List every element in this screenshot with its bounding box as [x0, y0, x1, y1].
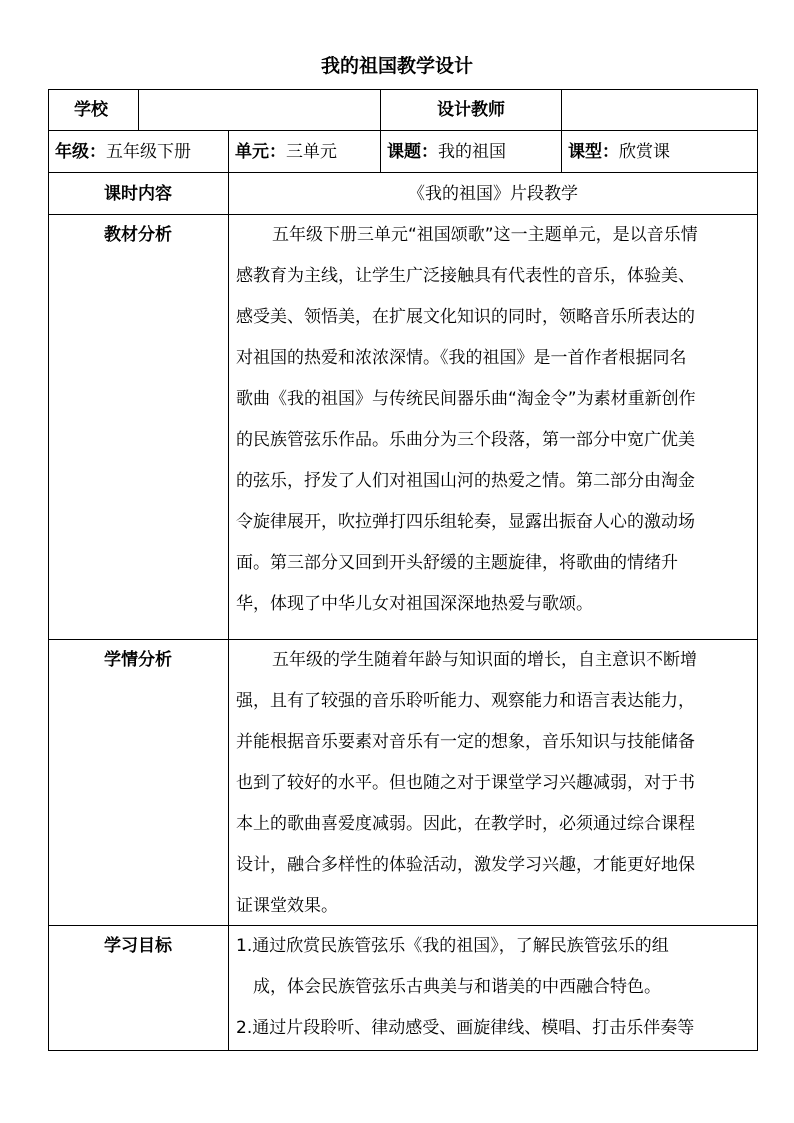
- text-line: 本上的歌曲喜爱度减弱。因此，在教学时，必须通过综合课程: [236, 814, 695, 834]
- column-divider: [138, 89, 139, 131]
- type-cell: [568, 131, 670, 172]
- grade-cell: [55, 131, 191, 172]
- text-line: 2.通过片段聆听、律动感受、画旋律线、模唱、打击乐伴奏等: [236, 1018, 695, 1038]
- text-line: 五年级的学生随着年龄与知识面的增长，自主意识不断增: [272, 650, 697, 670]
- text-line: 强，且有了较强的音乐聆听能力、观察能力和语言表达能力，: [236, 691, 695, 711]
- content-label-cell: [48, 173, 228, 214]
- text-line: 面。第三部分又回到开头舒缓的主题旋律，将歌曲的情绪升: [236, 553, 678, 573]
- text-line: 感教育为主线，让学生广泛接触具有代表性的音乐，体验美、: [236, 266, 695, 286]
- topic-cell: [387, 131, 506, 172]
- content-value-cell: [229, 173, 757, 214]
- topic-label: 课题：: [387, 141, 438, 162]
- material-label-cell: [48, 220, 228, 250]
- text-line: 华，体现了中华儿女对祖国深深地热爱与歌颂。: [236, 594, 593, 614]
- text-line: 成，体会民族管弦乐古典美与和谐美的中西融合特色。: [253, 977, 661, 997]
- students-label: 学情分析: [104, 650, 172, 670]
- text-line: 1.通过欣赏民族管弦乐《我的祖国》，了解民族管弦乐的组: [236, 936, 669, 956]
- goals-label-cell: [48, 931, 228, 961]
- students-paragraph: [236, 640, 744, 927]
- text-line: 的民族管弦乐作品。乐曲分为三个段落，第一部分中宽广优美: [236, 430, 695, 450]
- designer-label-cell: [381, 89, 561, 130]
- unit-value: 三单元: [286, 141, 337, 162]
- column-divider: [561, 89, 562, 173]
- column-divider: [228, 130, 229, 1051]
- text-line: 对祖国的热爱和浓浓深情。《我的祖国》是一首作者根据同名: [236, 348, 687, 368]
- type-label: 课型：: [568, 141, 619, 162]
- text-line: 感受美、领悟美，在扩展文化知识的同时，领略音乐所表达的: [236, 307, 695, 327]
- designer-label: 设计教师: [437, 99, 505, 120]
- grade-label: 年级：: [55, 141, 106, 162]
- text-line: 的弦乐，抒发了人们对祖国山河的热爱之情。第二部分由淘金: [236, 471, 695, 491]
- school-label: 学校: [74, 99, 108, 120]
- text-line: 证课堂效果。: [236, 896, 338, 916]
- text-line: 令旋律展开，吹拉弹打四乐组轮奏，显露出振奋人心的激动场: [236, 512, 695, 532]
- text-line: 歌曲《我的祖国》与传统民间器乐曲“淘金令”为素材重新创作: [236, 389, 696, 409]
- text-line: 也到了较好的水平。但也随之对于课堂学习兴趣减弱，对于书: [236, 773, 695, 793]
- material-label: 教材分析: [104, 225, 172, 245]
- text-line: 五年级下册三单元“祖国颂歌”这一主题单元，是以音乐情: [272, 225, 698, 245]
- material-paragraph: [236, 215, 744, 625]
- table-border-right: [757, 89, 758, 1051]
- designer-value-cell[interactable]: [566, 89, 752, 130]
- text-line: 并能根据音乐要素对音乐有一定的想象，音乐知识与技能储备: [236, 732, 695, 752]
- unit-cell: [235, 131, 337, 172]
- topic-value: 我的祖国: [438, 141, 506, 162]
- page-title: 我的祖国教学设计: [320, 55, 473, 77]
- unit-label: 单元：: [235, 141, 286, 162]
- school-label-cell: [74, 89, 108, 130]
- content-value: 《我的祖国》片段教学: [408, 183, 578, 204]
- type-value: 欣赏课: [619, 141, 670, 162]
- table-border-bottom: [48, 1050, 758, 1051]
- grade-value: 五年级下册: [106, 141, 191, 162]
- goals-label: 学习目标: [104, 936, 172, 956]
- school-value-cell[interactable]: [143, 89, 375, 130]
- text-line: 设计，融合多样性的体验活动，激发学习兴趣，才能更好地保: [236, 855, 695, 875]
- students-label-cell: [48, 645, 228, 675]
- content-label: 课时内容: [104, 183, 172, 204]
- goals-paragraph: [236, 926, 744, 1049]
- lesson-plan-table: [48, 89, 758, 1051]
